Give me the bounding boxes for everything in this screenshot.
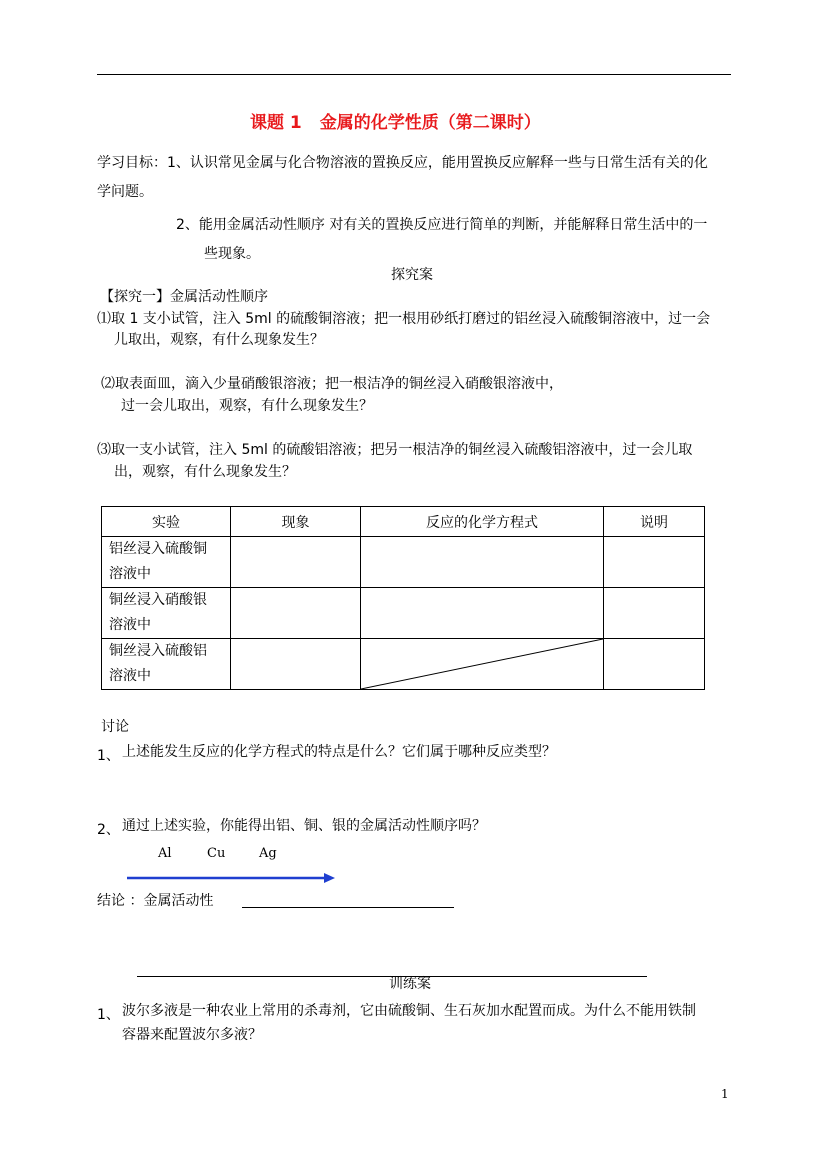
- question-2-line-1: ⑵取表面皿，滴入少量硝酸银溶液；把一根洁净的铜丝浸入硝酸银溶液中，: [101, 376, 563, 392]
- observation-cell: [231, 639, 361, 690]
- training-q1-line-2: 容器来配置波尔多液？: [122, 1027, 262, 1043]
- experiment-cell: [102, 537, 231, 588]
- inquiry-heading: 【探究一】金属活动性顺序: [100, 289, 268, 305]
- objectives-line-2: 学问题。: [97, 184, 153, 200]
- equation-cell: [361, 537, 604, 588]
- experiment-table: [101, 506, 705, 690]
- equation-cell-struck: [361, 639, 604, 690]
- element-aluminum: Al: [158, 846, 172, 861]
- table-header-cell: 反应的化学方程式: [361, 507, 604, 537]
- experiment-label: 溶液中: [109, 668, 151, 684]
- table-header-row: [102, 507, 705, 537]
- element-silver: Ag: [259, 846, 277, 861]
- table-header-cell: 实验: [102, 507, 231, 537]
- question-2-line-2: 过一会儿取出，观察，有什么现象发生？: [121, 398, 373, 414]
- table-row: [102, 588, 705, 639]
- element-copper: Cu: [207, 846, 226, 861]
- training-q1-number: 1、: [97, 1007, 120, 1023]
- objectives-line-4: 些现象。: [204, 246, 260, 262]
- question-1-line-2: 儿取出，观察，有什么现象发生？: [114, 332, 324, 348]
- question-3-line-1: ⑶取一支小试管，注入 5ml 的硫酸铝溶液；把另一根洁净的铜丝浸入硫酸铝溶液中，过一会儿取: [97, 442, 693, 458]
- conclusion-answer-blank: [242, 907, 454, 908]
- observation-cell: [231, 588, 361, 639]
- table-row: [102, 639, 705, 690]
- question-3-line-2: 出，观察，有什么现象发生？: [114, 464, 296, 480]
- discussion-q1-number: 1、: [97, 748, 120, 764]
- activity-order-arrow-icon: [127, 871, 337, 885]
- experiment-label: 铜丝浸入硝酸银: [109, 592, 207, 608]
- experiment-label: 溶液中: [109, 617, 151, 633]
- title-lesson-number: 课题 1: [250, 113, 302, 133]
- experiment-label: 溶液中: [109, 566, 151, 582]
- page-title: [250, 108, 541, 133]
- discussion-q1: 上述能发生反应的化学方程式的特点是什么？它们属于哪种反应类型？: [122, 744, 556, 760]
- page-number: 1: [721, 1087, 729, 1101]
- header-rule: [97, 74, 731, 75]
- note-cell: [604, 639, 705, 690]
- section-heading-inquiry: 探究案: [391, 267, 433, 283]
- equation-cell: [361, 588, 604, 639]
- question-1-line-1: ⑴取 1 支小试管，注入 5ml 的硫酸铜溶液；把一根用砂纸打磨过的铝丝浸入硫酸铜溶液中，过一会: [97, 311, 711, 327]
- experiment-label: 铝丝浸入硫酸铜: [109, 541, 207, 557]
- discussion-heading: 讨论: [101, 719, 129, 735]
- conclusion-label: 结论 ：金属活动性: [97, 893, 214, 909]
- training-q1-line-1: 波尔多液是一种农业上常用的杀毒剂，它由硫酸铜、生石灰加水配置而成。为什么不能用铁制: [122, 1003, 696, 1019]
- table-header-cell: 现象: [231, 507, 361, 537]
- diagonal-strike-line: [361, 639, 603, 689]
- table-header-cell: 说明: [604, 507, 705, 537]
- experiment-cell: [102, 588, 231, 639]
- objectives-line-1: 学习目标：1、认识常见金属与化合物溶液的置换反应，能用置换反应解释一些与日常生活有关的化: [97, 155, 708, 171]
- experiment-label: 铜丝浸入硫酸铝: [109, 643, 207, 659]
- discussion-q2: 通过上述实验，你能得出铝、铜、银的金属活动性顺序吗？: [122, 818, 486, 834]
- table-row: [102, 537, 705, 588]
- note-cell: [604, 537, 705, 588]
- observation-cell: [231, 537, 361, 588]
- objectives-line-3: 2、能用金属活动性顺序 对有关的置换反应进行简单的判断，并能解释日常生活中的一: [176, 217, 708, 233]
- note-cell: [604, 588, 705, 639]
- title-topic: 金属的化学性质（第二课时）: [319, 113, 541, 133]
- discussion-q2-number: 2、: [97, 822, 120, 838]
- experiment-cell: [102, 639, 231, 690]
- section-heading-training: 训练案: [389, 976, 431, 992]
